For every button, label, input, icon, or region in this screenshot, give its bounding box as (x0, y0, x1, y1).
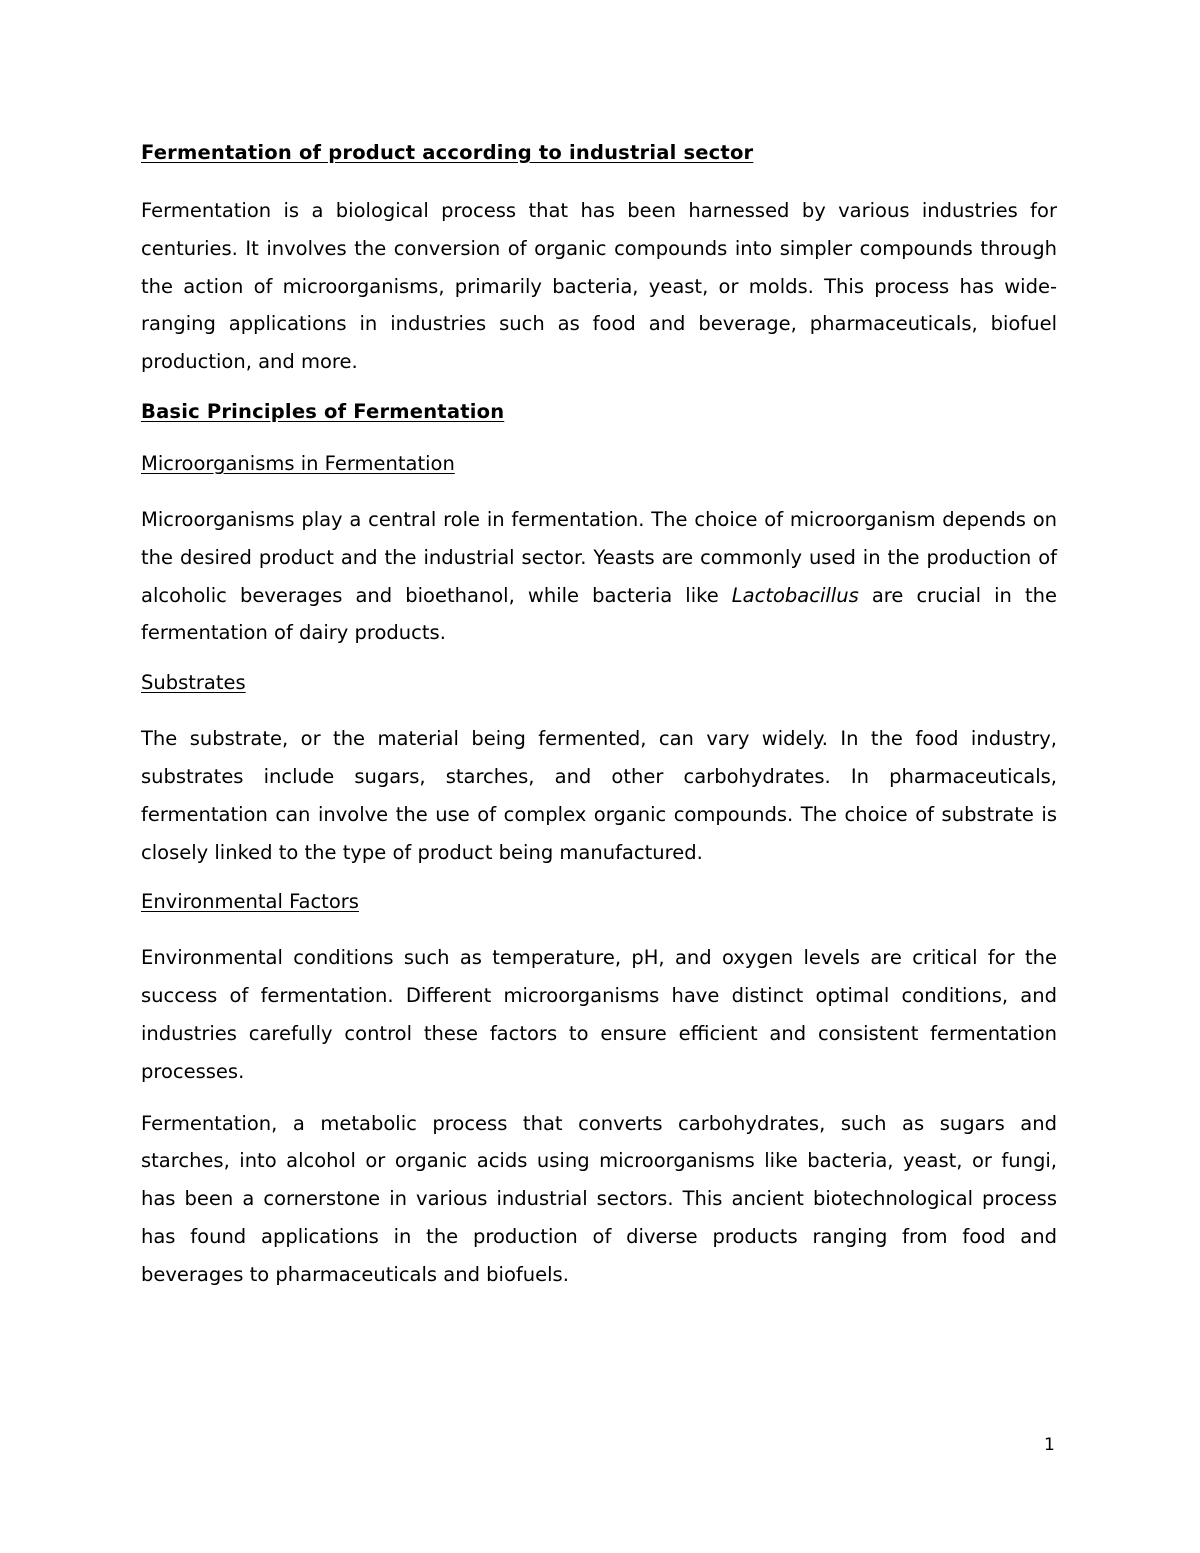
microorganisms-text-after: are crucial in the fermentation of dairy products. (141, 583, 1057, 645)
substrates-heading: Substrates (141, 671, 246, 695)
microorganisms-paragraph (141, 501, 1057, 652)
document-title: Fermentation of product according to industrial sector (141, 141, 754, 164)
page-number: 1 (1044, 1435, 1055, 1455)
document-page (141, 138, 1057, 1310)
substrates-paragraph: The substrate, or the material being fermented, can vary widely. In the food industry, substrates include sugars, starches, and other carbohydrates. In pharmaceuticals, fermentation can involve the use of complex organic compounds. The choice of substrate is closely linked to the type of product being manufactured. (141, 727, 1057, 864)
lactobacillus-italic: Lactobacillus (731, 583, 859, 607)
microorganisms-heading: Microorganisms in Fermentation (141, 451, 455, 475)
intro-paragraph: Fermentation is a biological process that has been harnessed by various industries for centuries. It involves the conversion of organic compounds into simpler compounds through the action of microorganisms, primarily bacteria, yeast, or molds. This process has wide-ranging applications in industries such as food and beverage, pharmaceuticals, biofuel production, and more. (141, 199, 1057, 374)
microorganisms-text-before: Microorganisms play a central role in fermentation. The choice of microorganism depends on the desired product and the industrial sector. Yeasts are commonly used in the production of alcoholic beverages and bioethanol, while bacteria like (141, 507, 1057, 607)
section-heading: Basic Principles of Fermentation (141, 399, 505, 423)
environmental-heading: Environmental Factors (141, 890, 359, 914)
closing-paragraph: Fermentation, a metabolic process that converts carbohydrates, such as sugars and starches, into alcohol or organic acids using microorganisms like bacteria, yeast, or fungi, has been a cornerstone in various industrial sectors. This ancient biotechnological process has found applications in the production of diverse products ranging from food and beverages to pharmaceuticals and biofuels. (141, 1111, 1057, 1286)
environmental-paragraph: Environmental conditions such as temperature, pH, and oxygen levels are critical for the success of fermentation. Different microorganisms have distinct optimal conditions, and industries carefully control these factors to ensure efficient and consistent fermentation processes. (141, 946, 1057, 1083)
